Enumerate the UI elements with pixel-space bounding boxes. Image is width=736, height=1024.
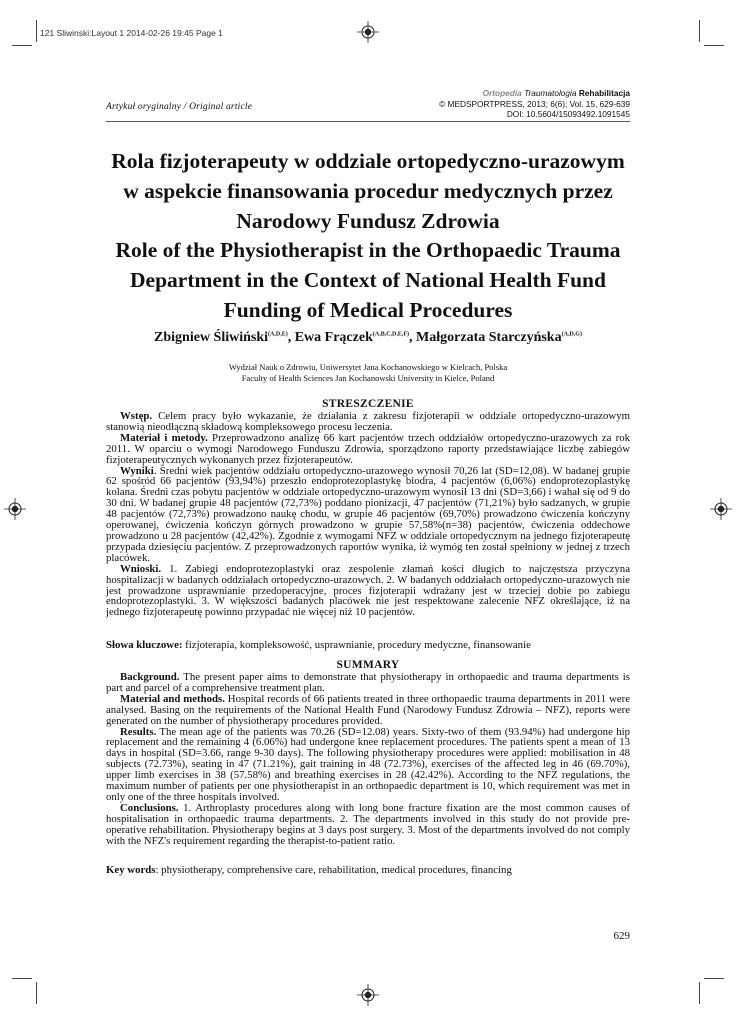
paragraph-label: Results.: [120, 725, 157, 738]
paragraph-text: The present paper aims to demonstrate that physiotherapy in orthopaedic and trauma departments is part and parcel of a comprehensive treatment plan.: [106, 671, 630, 694]
crop-mark: [36, 982, 37, 1004]
journal-sub: Traumatologia: [524, 88, 577, 98]
registration-mark-left-icon: [4, 498, 26, 520]
author-name: Małgorzata Starczyńska: [416, 330, 562, 345]
paragraph-label: Material and methods.: [120, 692, 225, 705]
title-english: Role of the Physiotherapist in the Orthopaedic Trauma Department in the Context of National Health Fund Funding of Medical Procedures: [115, 238, 621, 322]
affiliations: [106, 362, 630, 384]
paragraph-label: Conclusions.: [120, 801, 179, 814]
page-number: 629: [613, 930, 630, 942]
article-type: Artykuł oryginalny / Original article: [106, 102, 253, 112]
journal-copyright: © MEDSPORTPRESS, 2013; 6(6); Vol. 15, 629-639: [439, 98, 630, 109]
crop-mark: [36, 20, 37, 42]
author-contrib: (A,B,C,D,E,F): [372, 331, 410, 338]
keywords-text: fizjoterapia, kompleksowość, usprawnianie, procedury medyczne, finansowanie: [182, 639, 531, 651]
paragraph-label: Background.: [120, 671, 180, 683]
paragraph-text: 1. Arthroplasty procedures along with long bone fracture fixation are the most common causes of hospitalisation in orthopaedic trauma departments. 2. The departments involved in this study do not provide pre-operative rehabilitation. Physiotherapy begins at 3 days post surgery. 3. Most of the departments involved do not comply with the NFZ's requirement regarding the therapist-to-patient ratio.: [106, 801, 630, 847]
summary-body: [106, 672, 630, 847]
abstract-paragraph: [106, 433, 630, 466]
crop-mark: [12, 45, 32, 46]
crop-mark: [12, 978, 32, 979]
journal-brand: Ortopedia: [482, 88, 522, 98]
printer-slug: 121 Sliwinski:Layout 1 2014-02-26 19:45 Page 1: [40, 28, 223, 38]
keywords-label: Słowa kluczowe:: [106, 639, 183, 651]
paragraph-text: Hospital records of 66 patients treated in three orthopaedic trauma departments in 2011 were analysed. Basing on the requirements of the National Health Fund (Narodowy Fundusz Zdrowia – NFZ), reports were generated on the number of physiotherapy procedures provided.: [106, 692, 630, 727]
author-contrib: (A,D,G): [561, 331, 582, 338]
abstract-paragraph: [106, 672, 630, 694]
registration-mark-bottom-icon: [357, 984, 379, 1006]
registration-mark-top-icon: [357, 21, 379, 43]
crop-mark: [704, 978, 724, 979]
summary-heading: SUMMARY: [336, 659, 400, 671]
paragraph-label: Wyniki: [120, 464, 154, 477]
abstract-paragraph: [106, 803, 630, 847]
paragraph-label: Materiał i metody.: [120, 431, 208, 444]
affiliation-polish: Wydział Nauk o Zdrowiu, Uniwersytet Jana Kochanowskiego w Kielcach, Polska: [228, 362, 508, 372]
crop-mark: [699, 982, 700, 1004]
journal-doi: DOI: 10.5604/15093492.1091545: [506, 109, 630, 119]
author-sep: ,: [287, 330, 295, 345]
author-name: Zbigniew Śliwiński: [154, 330, 269, 345]
paragraph-text: Przeprowadzono analizę 66 kart pacjentów trzech oddziałów ortopedyczno-urazowych za rok 2011. W oparciu o wymogi Narodowego Funduszu Zdrowia, sporządzono raporty przedstawiające liczbę zabiegów fizjoterapeutycznych wykonanych przez fizjoterapeutów.: [106, 431, 630, 466]
abstract-paragraph: [106, 694, 630, 727]
paragraph-text: The mean age of the patients was 70.26 (SD=12.08) years. Sixty-two of them (93.94%) had undergone hip replacement and the remaining 4 (6.06%) had undergone knee replacement procedures. The patients spent a mean of 13 days in hospital (SD=3.66, range 9-30 days). The following physiotherapy procedures were applied: mobilisation in 48 subjects (72.73%), seating in 47 (71.21%), gait training in 48 (72.73%), exercises of the affected leg in 46 (69.70%), upper limb exercises in 38 (57.58%) and breathing exercises in 28 (42.42%). According to the NFZ regulations, the maximum number of patients per one physiotherapist in an orthopaedic department is 10, which requirement was met in only one of the three hospitals involved.: [106, 725, 630, 803]
abstract-paragraph: [106, 727, 630, 803]
abstract-paragraph: [106, 564, 630, 619]
abstract-paragraph: [106, 411, 630, 433]
keywords-text: : physiotherapy, comprehensive care, rehabilitation, medical procedures, financing: [155, 864, 512, 876]
affiliation-english: Faculty of Health Sciences Jan Kochanowski University in Kielce, Poland: [241, 373, 495, 383]
streszczenie-body: [106, 411, 630, 618]
paragraph-text: Celem pracy było wykazanie, że działania z zakresu fizjoterapii w oddziale ortopedyczno-urazowym stanowią nieodłączną składową kompleksowego procesu leczenia.: [106, 410, 630, 433]
streszczenie-heading: STRESZCZENIE: [322, 398, 414, 410]
paragraph-text: . Średni wiek pacjentów oddziału ortopedyczno-urazowego wynosił 70,26 lat (SD=12,08). W badanej grupie 62 spośród 66 pacjentów (93,94%) przeszło endoprotezoplastykę biodra, 4 pacjentów (6,06%) endoprotezoplastykę kolana. Średni czas pobytu pacjentów w oddziale ortopedyczno-urazowym wynosił 13 dni (SD=3,66) i wahał się od 9 do 30 dni. W badanej grupie 48 pacjentów (72,73%) poddano pionizacji, 47 pacjentów (71,21%) było sadzanych, w grupie 48 pacjentów (72,73%) prowadzono naukę chodu, w grupie 46 pacjentów (69,70%) prowadzono ćwiczenia kończyny operowanej, ćwiczenia kończyn górnych prowadzono w grupie 57,58%(n=38) pacjentów, ćwiczenia oddechowe prowadzono u 28 pacjentów (42,42%). Zgodnie z wymogami NFZ w oddziale ortopedycznym na jednego fizjoterapeutę przypada dziesięciu pacjentów. Z przeprowadzonych raportów wynika, iż wymóg ten został spełniony w jednej z trzech placówek.: [106, 464, 630, 564]
title-polish: Rola fizjoterapeuty w oddziale ortopedyczno-urazowym w aspekcie finansowania procedur medycznych przez Narodowy Fundusz Zdrowia: [111, 149, 625, 233]
paragraph-label: Wstęp.: [120, 410, 153, 422]
author-name: Ewa Frączek: [294, 330, 373, 345]
author-contrib: (A,D,E): [268, 331, 288, 338]
paragraph-label: Wnioski.: [120, 562, 162, 575]
abstract-paragraph: [106, 466, 630, 564]
journal-reh: Rehabilitacja: [578, 88, 630, 98]
author-sep: ,: [409, 330, 417, 345]
paragraph-text: 1. Zabiegi endoprotezoplastyki oraz zespolenie złamań kości długich to najczęstsza przyczyna hospitalizacji w badanych oddziałach ortopedyczno-urazowych. 2. W badanych oddziałach ortopedyczno-urazowych nie jest prowadzone usprawnianie przedoperacyjne, proces fizjoterapii wdrażany jest w trzeciej dobie po zabiegu endoprotezoplastyki. 3. W większości badanych placówek nie jest respektowane zalecenie NFZ określające, iż na jednego fizjoterapeutę powinno przypadać nie więcej niż 10 pacjentów.: [106, 562, 630, 619]
keywords-label: Key words: [106, 864, 156, 876]
keywords-english: [106, 865, 630, 876]
journal-info: [439, 88, 630, 120]
crop-mark: [704, 45, 724, 46]
keywords-polish: [106, 640, 630, 651]
registration-mark-right-icon: [710, 498, 732, 520]
header-rule: [106, 121, 630, 122]
crop-mark: [699, 20, 700, 42]
authors: [106, 330, 630, 346]
